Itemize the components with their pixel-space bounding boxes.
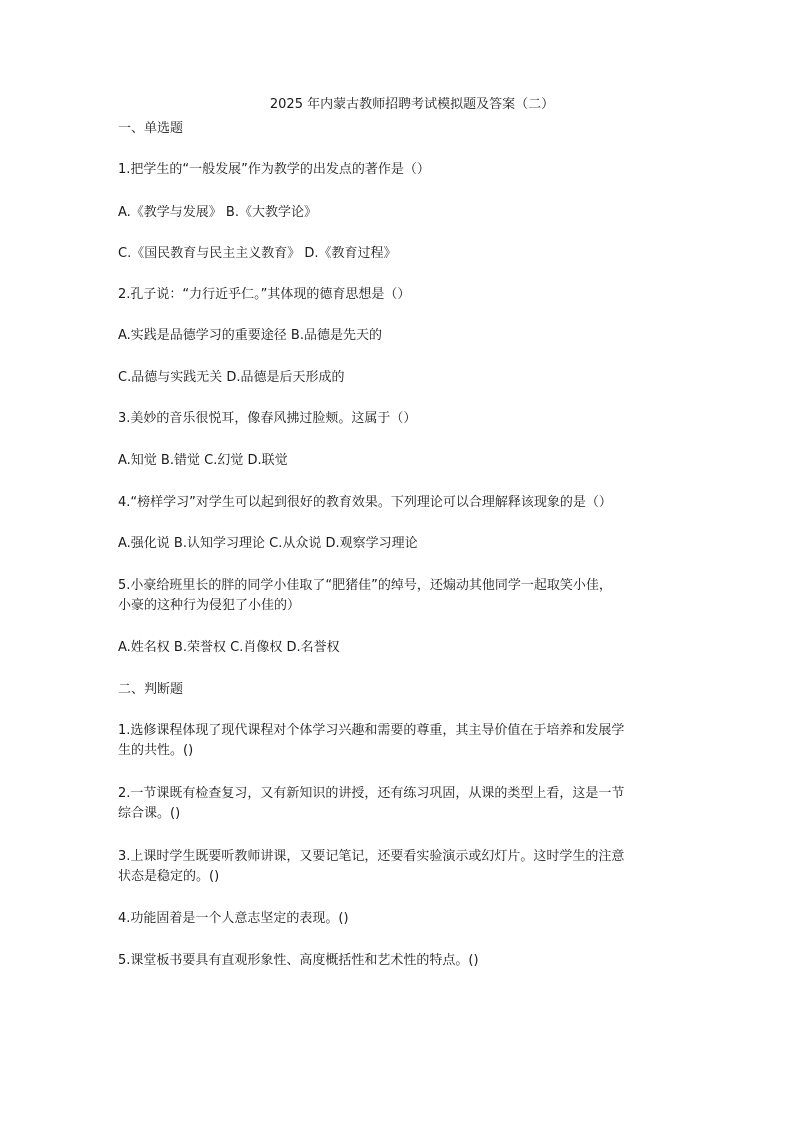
question-option-line: A.姓名权 B.荣誉权 C.肖像权 D.名誉权 — [118, 640, 340, 655]
question-stem: 3.美妙的音乐很悦耳，像春风拂过脸颊。这属于（） — [118, 411, 417, 426]
section-heading-true-false: 二、判断题 — [118, 682, 184, 697]
question-option-line: C.品德与实践无关 D.品德是后天形成的 — [118, 370, 345, 385]
section-heading-single-choice: 一、单选题 — [118, 121, 184, 136]
question-stem: 2.孔子说：“力行近乎仁。”其体现的德育思想是（） — [118, 287, 411, 302]
document-page — [118, 96, 678, 968]
question-option-line: A.《教学与发展》 B.《大教学论》 — [118, 205, 317, 220]
question-stem: 4.“榜样学习”对学生可以起到很好的教育效果。下列理论可以合理解释该现象的是（） — [118, 495, 612, 510]
question-option-line: A.实践是品德学习的重要途径 B.品德是先天的 — [118, 328, 382, 343]
question-option-line: A.强化说 B.认知学习理论 C.从众说 D.观察学习理论 — [118, 536, 418, 551]
judgment-item-line: 1.选修课程体现了现代课程对个体学习兴趣和需要的尊重，其主导价值在于培养和发展学 — [118, 723, 625, 738]
question-option-line: A.知觉 B.错觉 C.幻觉 D.联觉 — [118, 453, 288, 468]
judgment-item-line: 生的共性。() — [118, 743, 194, 758]
judgment-item-line: 5.课堂板书要具有直观形象性、高度概括性和艺术性的特点。() — [118, 953, 479, 968]
document-title: 2025 年内蒙古教师招聘考试模拟题及答案（二） — [269, 97, 555, 112]
judgment-item-line: 2.一节课既有检查复习，又有新知识的讲授，还有练习巩固，从课的类型上看，这是一节 — [118, 786, 625, 801]
judgment-item-line: 4.功能固着是一个人意志坚定的表现。() — [118, 911, 349, 926]
judgment-item-line: 综合课。() — [118, 806, 181, 821]
question-stem: 1.把学生的“一般发展”作为教学的出发点的著作是（） — [118, 162, 430, 177]
question-stem-line: 5.小豪给班里长的胖的同学小佳取了“肥猪佳”的绰号，还煽动其他同学一起取笑小佳， — [118, 578, 612, 593]
question-stem-line: 小豪的这种行为侵犯了小佳的） — [118, 598, 301, 613]
question-option-line: C.《国民教育与民主主义教育》 D.《教育过程》 — [118, 246, 397, 261]
judgment-item-line: 状态是稳定的。() — [118, 869, 220, 884]
judgment-item-line: 3.上课时学生既要听教师讲课，又要记笔记，还要看实验演示或幻灯片。这时学生的注意 — [118, 849, 625, 864]
